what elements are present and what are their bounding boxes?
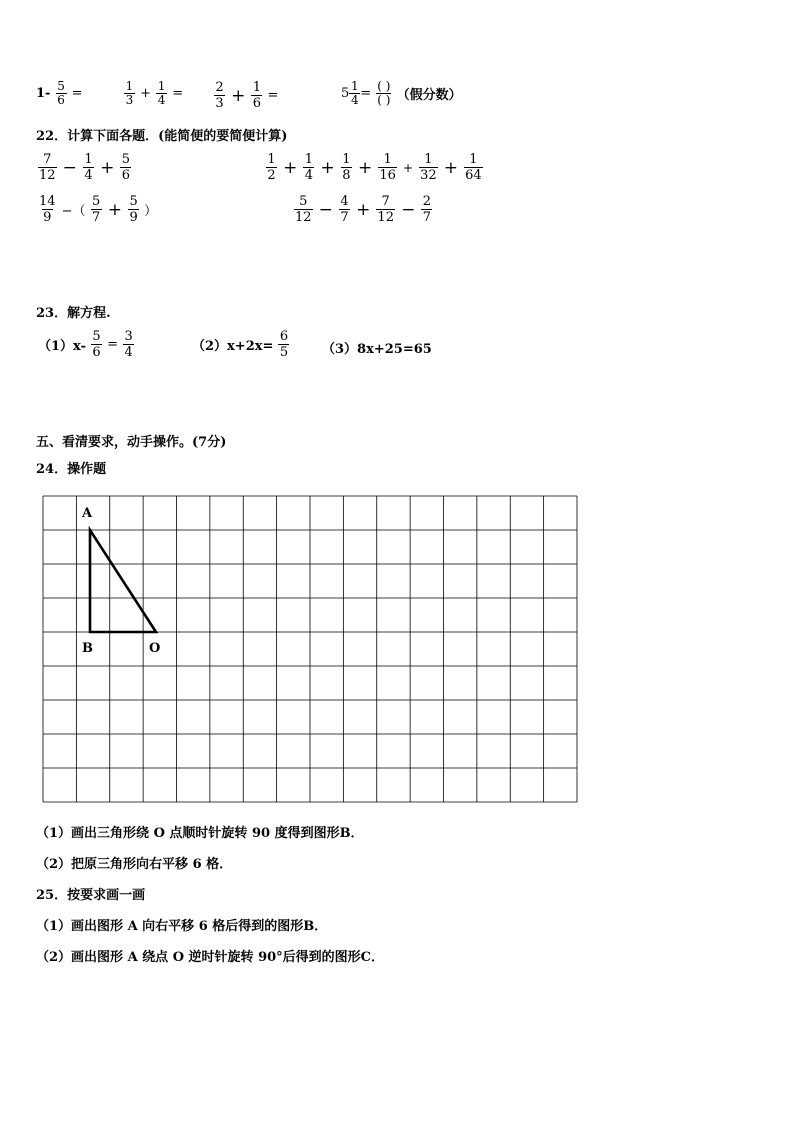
q24-task-1: （1）画出三角形绕 O 点顺时针旋转 90 度得到图形B． [36, 826, 364, 841]
problem-1 [36, 80, 83, 107]
plus-sign: + [320, 157, 335, 178]
fraction: $\frac{1}{2}$ [267, 152, 276, 183]
fraction: $\frac{1}{4}$ [304, 152, 314, 183]
equation-1 [38, 329, 134, 360]
plus-sign: + [357, 157, 373, 178]
answer-blank-fraction: $\frac{( )}{( )}$ [377, 79, 391, 107]
fraction: $\frac{2}{7}$ [422, 194, 432, 225]
minus-open-paren: −（ [61, 204, 86, 219]
problem-2 [124, 80, 183, 107]
equation-2-prefix: （2）x+2x= [192, 339, 274, 354]
improper-fraction-note: （假分数） [396, 88, 462, 103]
point-b-label: B [82, 641, 93, 656]
fraction: $\frac{5}{12}$ [295, 194, 312, 225]
equals-sign: = [172, 86, 184, 101]
fraction: $\frac{1}{4}$ [84, 152, 93, 183]
problem-3 [214, 80, 278, 111]
fraction: $\frac{1}{8}$ [342, 152, 351, 183]
fraction: $\frac{2}{3}$ [215, 80, 224, 111]
whole-number: 5 [341, 86, 350, 101]
grid-lines [43, 496, 577, 802]
q24-task-2: （2）把原三角形向右平移 6 格． [36, 857, 233, 872]
operation-grid [42, 495, 578, 803]
minus-sign: − [62, 157, 77, 178]
question-25-title: 25．按要求画一画 [36, 888, 146, 903]
q22-expression-1 [38, 152, 131, 183]
equation-1-prefix: （1）x- [38, 339, 86, 354]
fraction: $\frac{1}{64}$ [465, 152, 482, 183]
question-22-title: 22．计算下面各题．(能简便的要简便计算) [36, 129, 288, 144]
plus-sign: + [100, 157, 115, 178]
fraction: $\frac{5}{7}$ [92, 194, 101, 225]
plus-sign: + [283, 157, 298, 178]
fraction: $\frac{1}{32}$ [420, 152, 437, 183]
equals-sign: = [360, 86, 372, 101]
fraction: $\frac{5}{6}$ [57, 79, 65, 107]
plus-sign: + [107, 199, 122, 220]
equals-sign: = [71, 86, 83, 101]
plus-sign: + [443, 157, 458, 178]
fraction: $\frac{7}{12}$ [39, 152, 56, 183]
fraction: $\frac{5}{9}$ [129, 194, 138, 225]
point-a-label: A [82, 506, 93, 521]
fraction: $\frac{3}{4}$ [124, 329, 133, 360]
equals-sign: = [107, 337, 119, 352]
fraction: $\frac{1}{6}$ [252, 80, 262, 111]
equals-sign: = [267, 88, 279, 103]
fraction: $\frac{1}{16}$ [379, 152, 396, 183]
question-24-title: 24．操作题 [36, 462, 107, 477]
fraction: $\frac{7}{12}$ [377, 194, 394, 225]
plus-sign: + [140, 86, 151, 101]
q22-expression-4 [294, 194, 432, 225]
problem-4 [341, 80, 462, 107]
problem-1-prefix: 1- [36, 86, 51, 101]
plus-sign: + [231, 85, 246, 106]
q22-expression-3 [38, 194, 157, 225]
fraction: $\frac{1}{4}$ [350, 79, 359, 107]
fraction: $\frac{4}{7}$ [340, 194, 349, 225]
triangle-figure [90, 530, 156, 632]
plus-sign: + [402, 160, 414, 175]
fraction: $\frac{14}{9}$ [39, 194, 56, 225]
fraction: $\frac{1}{4}$ [157, 79, 166, 107]
fraction: $\frac{5}{6}$ [92, 329, 101, 360]
fraction: $\frac{5}{6}$ [121, 152, 131, 183]
minus-sign: − [401, 199, 416, 220]
minus-sign: − [318, 199, 333, 220]
equation-3: （3）8x+25=65 [322, 342, 432, 357]
point-o-label: O [149, 641, 161, 656]
q25-task-2: （2）画出图形 A 绕点 O 逆时针旋转 90°后得到的图形C． [36, 950, 385, 965]
section-5-title: 五、看清要求，动手操作。(7分) [36, 435, 227, 450]
close-paren: ） [144, 204, 158, 219]
plus-sign: + [356, 199, 371, 220]
fraction: $\frac{6}{5}$ [279, 329, 289, 360]
q22-expression-2 [266, 152, 483, 183]
question-23-title: 23．解方程. [36, 306, 111, 321]
equation-2 [192, 329, 289, 360]
q25-task-1: （1）画出图形 A 向右平移 6 格后得到的图形B． [36, 919, 328, 934]
fraction: $\frac{1}{3}$ [125, 79, 134, 107]
